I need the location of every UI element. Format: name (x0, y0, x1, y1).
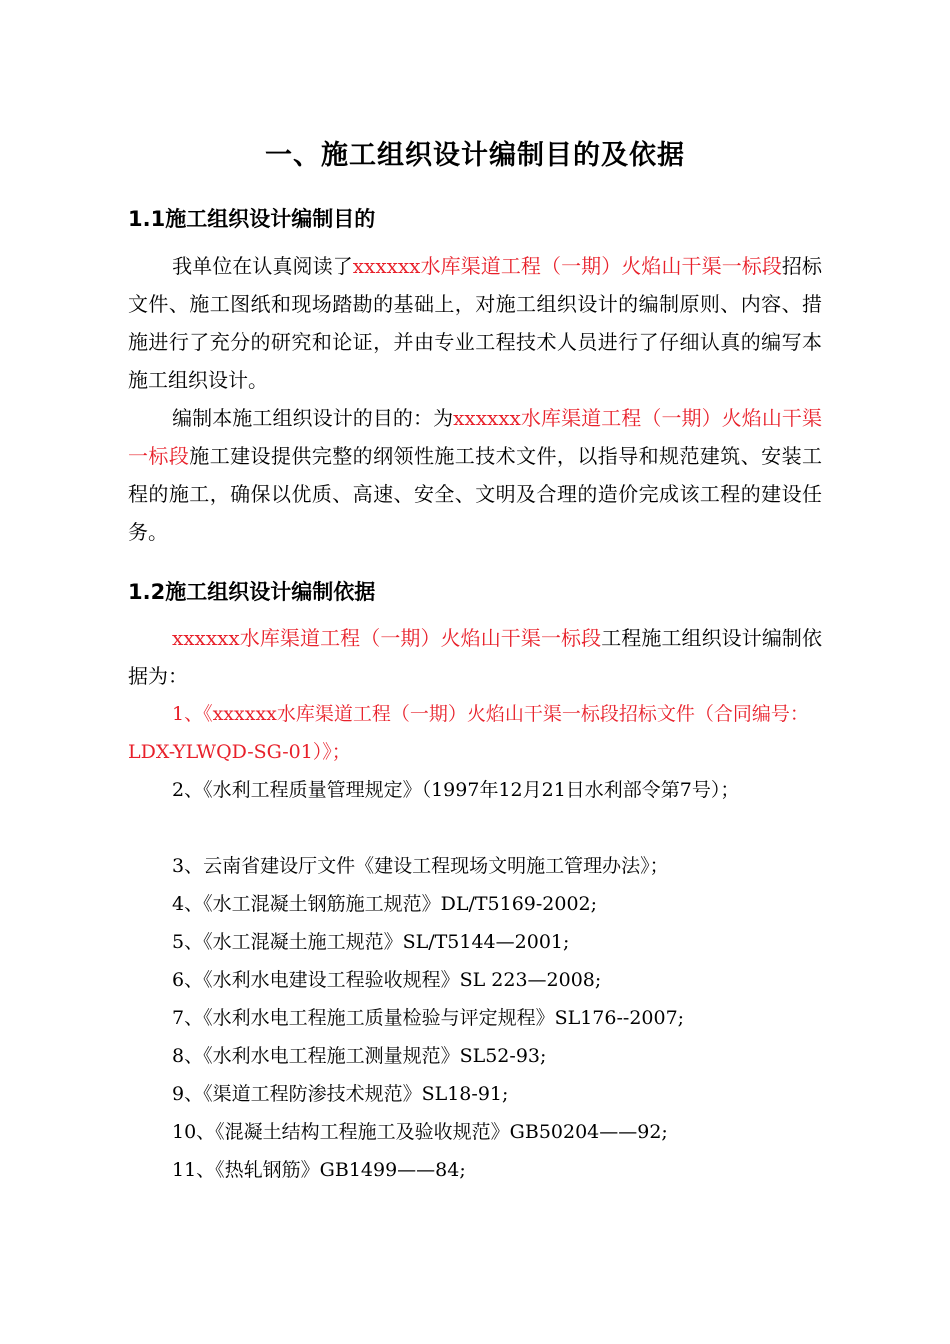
paragraph-text: 施工建设提供完整的纲领性施工技术文件，以指导和规范建筑、安装工程的施工，确保以优质、高速、安全、文明及合理的造价完成该工程的建设任务。 (128, 444, 823, 544)
paragraph-purpose-1 (128, 247, 822, 399)
paragraph-text: 工程施工组织设计编制依据为： (128, 626, 823, 688)
basis-list-item: 6、《水利水电建设工程验收规程》SL 223—2008; (172, 969, 602, 991)
basis-list-item: 4、《水工混凝土钢筋施工规范》DL/T5169-2002; (172, 893, 598, 915)
paragraph-text: 编制本施工组织设计的目的：为 (172, 406, 454, 430)
basis-list-item: 7、《水利水电工程施工质量检验与评定规程》SL176--2007; (172, 1007, 685, 1029)
section-heading-purpose: 1.1施工组织设计编制目的 (128, 207, 376, 231)
basis-list-item: 10、《混凝土结构工程施工及验收规范》GB50204——92; (172, 1121, 668, 1143)
paragraph-basis-intro (128, 619, 822, 695)
paragraph-text: 我单位在认真阅读了 (172, 254, 353, 278)
basis-list-item: 11、《热轧钢筋》GB1499——84; (172, 1159, 466, 1181)
paragraph-text: 招标文件、施工图纸和现场踏勘的基础上，对施工组织设计的编制原则、内容、措施进行了充分的研究和论证，并由专业工程技术人员进行了仔细认真的编写本施工组织设计。 (128, 254, 822, 392)
basis-list-item: 2、《水利工程质量管理规定》（1997年12月21日水利部令第7号）； (172, 779, 740, 801)
paragraph-purpose-2 (128, 399, 822, 551)
basis-list-item: 3、云南省建设厅文件《建设工程现场文明施工管理办法》； (172, 855, 669, 877)
basis-list-item: 5、《水工混凝土施工规范》SL/T5144—2001; (172, 931, 570, 953)
project-name-highlight: xxxxxx水库渠道工程（一期）火焰山干渠一标段 (352, 254, 782, 278)
page-title: 一、施工组织设计编制目的及依据 (265, 140, 685, 171)
basis-list-item: 8、《水利水电工程施工测量规范》SL52-93; (172, 1045, 547, 1067)
basis-list-item: 9、《渠道工程防渗技术规范》SL18-91; (172, 1083, 509, 1105)
project-name-highlight: xxxxxx水库渠道工程（一期）火焰山干渠一标段 (172, 626, 602, 650)
project-name-highlight: xxxxxx水库渠道工程（一期）火焰山干渠一标段 (128, 406, 822, 468)
basis-list-item: 1、《xxxxxx水库渠道工程（一期）火焰山干渠一标段招标文件（合同编号：LDX-YLWQD-SG-01）》； (128, 703, 809, 763)
section-heading-basis: 1.2施工组织设计编制依据 (128, 580, 376, 604)
